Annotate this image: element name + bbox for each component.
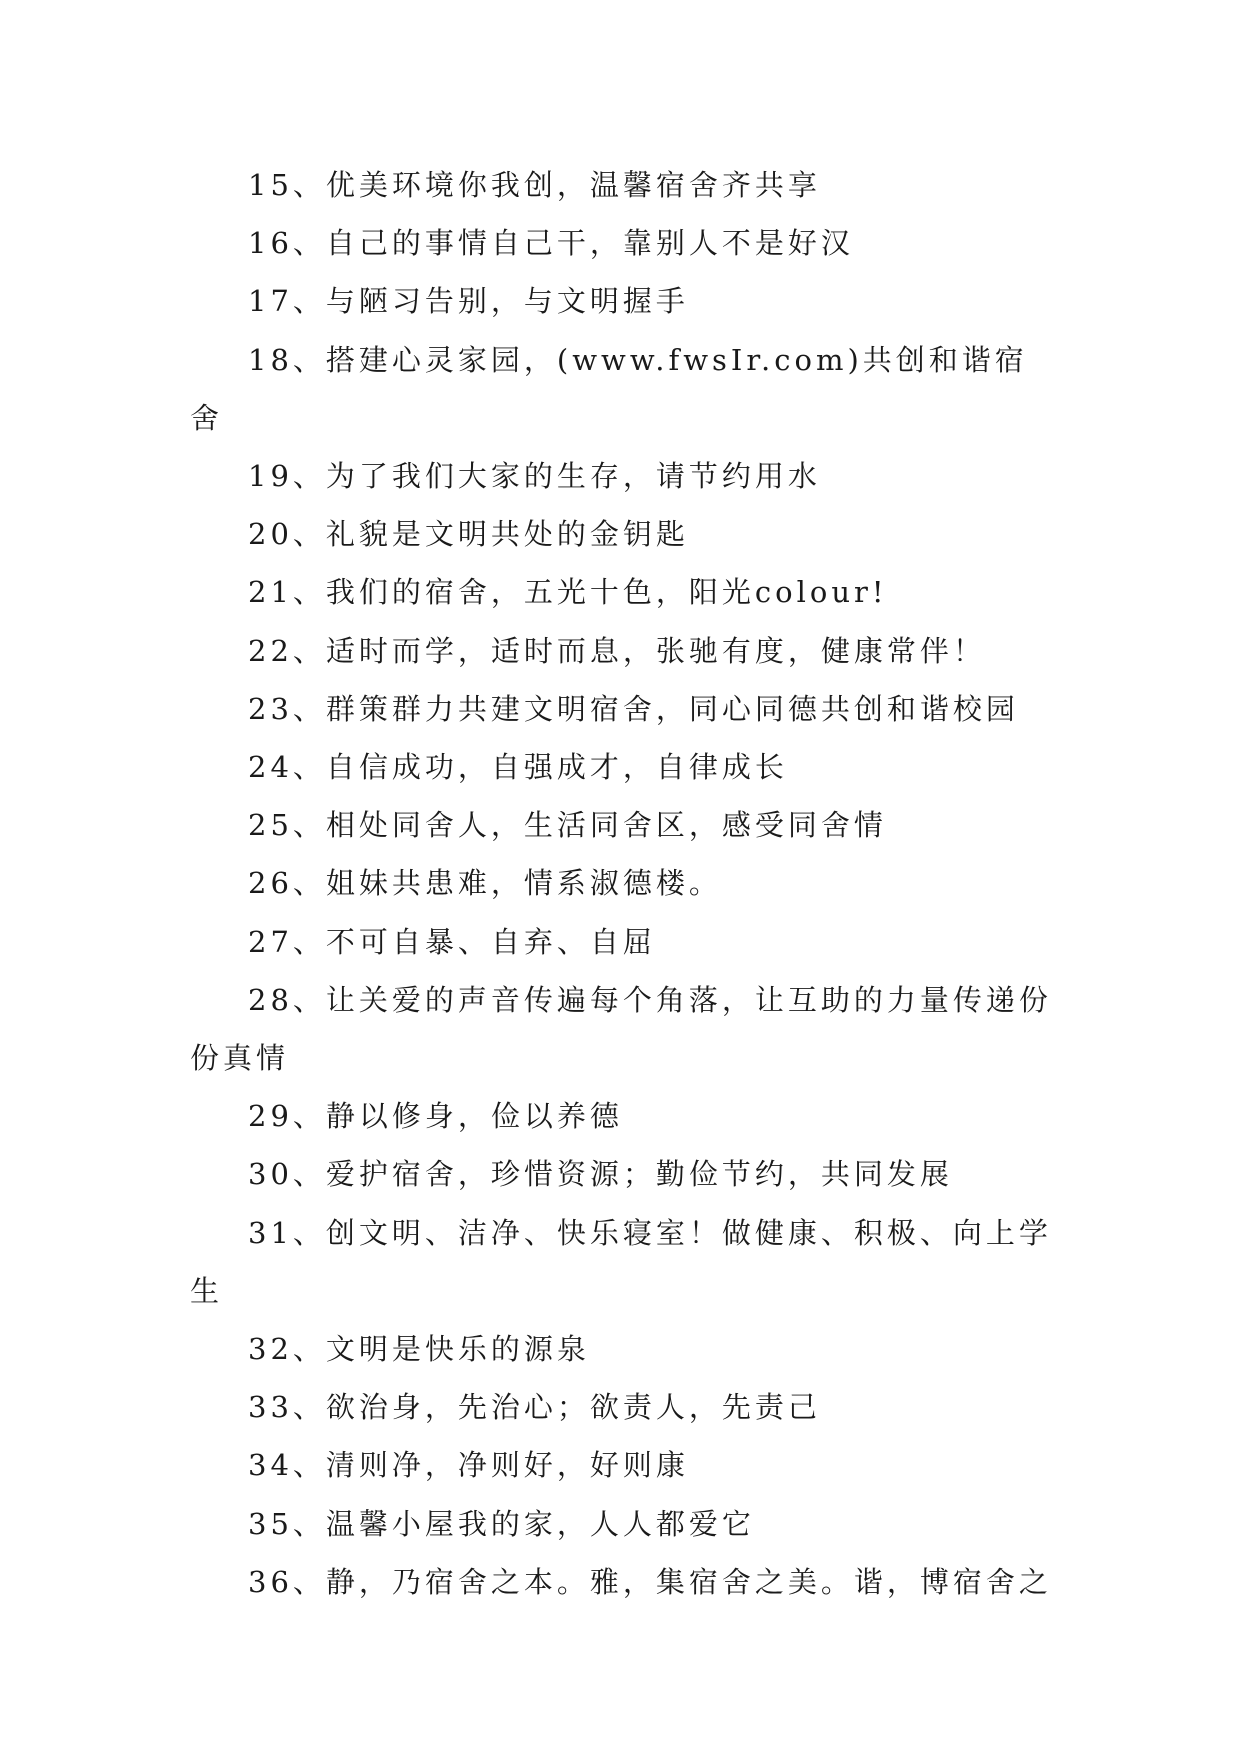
slogan-item: 28、让关爱的声音传遍每个角落，让互助的力量传递份份真情 <box>190 982 1052 1076</box>
slogan-item: 36、静，乃宿舍之本。雅，集宿舍之美。谐，博宿舍之 <box>248 1564 1052 1599</box>
slogan-item: 18、搭建心灵家园，(www.fwsIr.com)共创和谐宿舍 <box>190 342 1028 435</box>
slogan-item: 30、爱护宿舍，珍惜资源；勤俭节约，共同发展 <box>248 1157 953 1192</box>
slogan-item: 22、适时而学，适时而息，张驰有度，健康常伴！ <box>248 633 986 668</box>
slogan-item: 29、静以修身，俭以养德 <box>248 1099 623 1134</box>
slogan-item: 25、相处同舍人，生活同舍区，感受同舍情 <box>248 808 887 843</box>
slogan-item: 34、清则净，净则好，好则康 <box>248 1448 689 1483</box>
slogan-item: 33、欲治身，先治心；欲责人，先责己 <box>248 1390 821 1425</box>
slogan-item: 16、自己的事情自己干，靠别人不是好汉 <box>248 226 854 261</box>
slogan-item: 20、礼貌是文明共处的金钥匙 <box>248 517 689 552</box>
slogan-item: 35、温馨小屋我的家，人人都爱它 <box>248 1506 755 1541</box>
slogan-item: 24、自信成功，自强成才，自律成长 <box>248 750 788 785</box>
slogan-item: 26、姐妹共患难，情系淑德楼。 <box>248 866 722 901</box>
slogan-item: 21、我们的宿舍，五光十色，阳光colour! <box>248 575 888 610</box>
slogan-item: 19、为了我们大家的生存，请节约用水 <box>248 459 821 494</box>
slogan-item: 17、与陋习告别，与文明握手 <box>248 284 689 319</box>
slogan-item: 15、优美环境你我创，温馨宿舍齐共享 <box>248 168 821 202</box>
slogan-item: 31、创文明、洁净、快乐寝室！做健康、积极、向上学生 <box>190 1215 1052 1308</box>
slogan-item: 27、不可自暴、自弃、自屈 <box>248 924 656 959</box>
slogan-item: 32、文明是快乐的源泉 <box>248 1332 590 1367</box>
slogan-item: 23、群策群力共建文明宿舍，同心同德共创和谐校园 <box>248 691 1019 726</box>
slogan-list <box>190 156 1060 1611</box>
